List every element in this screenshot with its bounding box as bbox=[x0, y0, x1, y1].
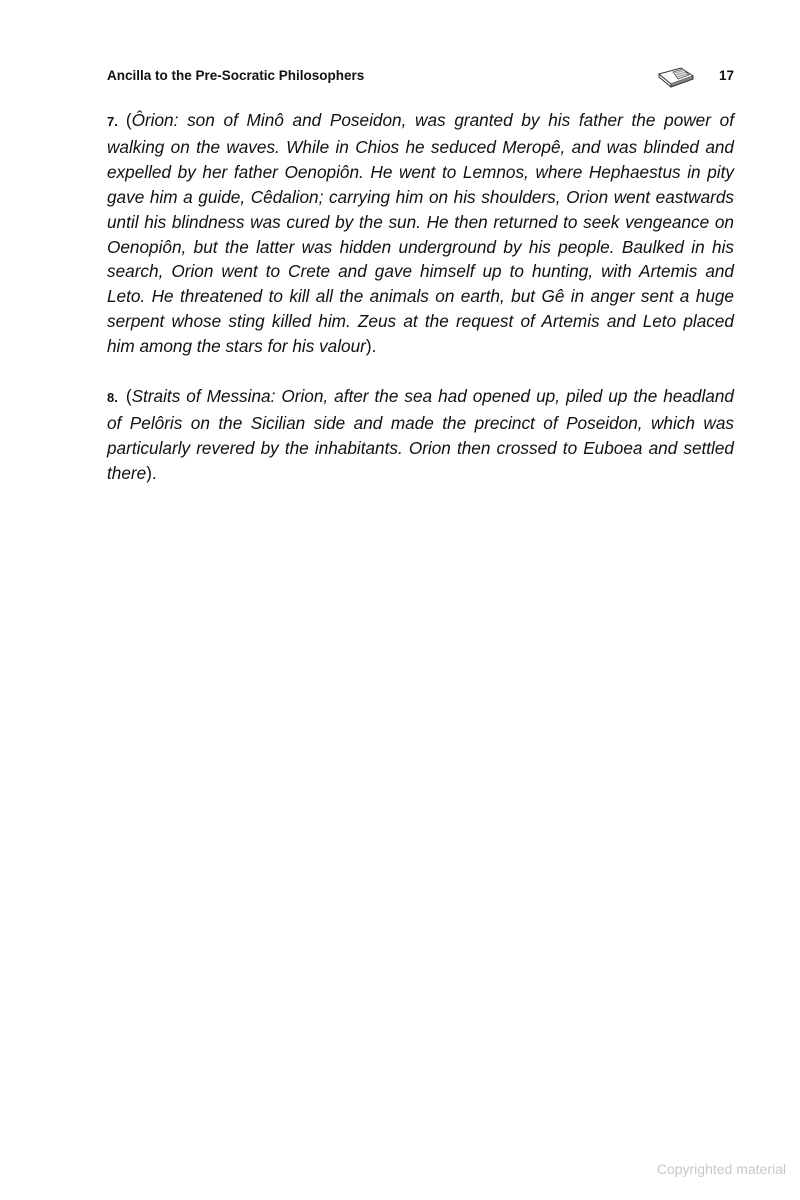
paragraph-number: 8. bbox=[107, 389, 118, 405]
paragraph-text: Ôrion: son of Minô and Poseidon, was granted by his father the power of walking on the waves. While in Chios he seduced Meropê, and was blinded and expelled by her father Oenopiôn. He went to Lemnos, where Hephaestus in pity gave him a guide, Cêdalion; carrying him on his shoulders, Orion went eastwards until his blindness was cured by the sun. He then returned to seek vengeance on Oenopiôn, but the latter was hidden underground by his people. Baulked in his search, Orion went to Crete and gave himself up to hunting, with Artemis and Leto. He threatened to kill all the animals on earth, but Gê in anger sent a huge serpent whose sting killed him. Zeus at the request of Artemis and Leto placed him among the stars for his valour bbox=[107, 110, 734, 357]
paragraph-text: Straits of Messina: Orion, after the sea had opened up, piled up the headland of Pelôris on the Sicilian side and made the precinct of Poseidon, which was particularly revered by the inhabitants. Orion then crossed to Euboea and settled there bbox=[107, 385, 734, 483]
body-text bbox=[107, 108, 734, 510]
paragraph-8 bbox=[107, 384, 734, 486]
close-paren: ). bbox=[146, 462, 157, 483]
open-book-icon bbox=[657, 66, 695, 88]
open-paren: ( bbox=[125, 110, 132, 130]
page-header bbox=[107, 66, 734, 88]
close-paren: ). bbox=[365, 336, 377, 357]
page-number: 17 bbox=[718, 68, 734, 83]
running-title: Ancilla to the Pre-Socratic Philosophers bbox=[107, 68, 365, 83]
copyright-watermark: Copyrighted material bbox=[656, 1161, 786, 1177]
open-paren: ( bbox=[125, 385, 132, 406]
paragraph-7 bbox=[107, 108, 734, 359]
paragraph-number: 7. bbox=[107, 114, 118, 129]
